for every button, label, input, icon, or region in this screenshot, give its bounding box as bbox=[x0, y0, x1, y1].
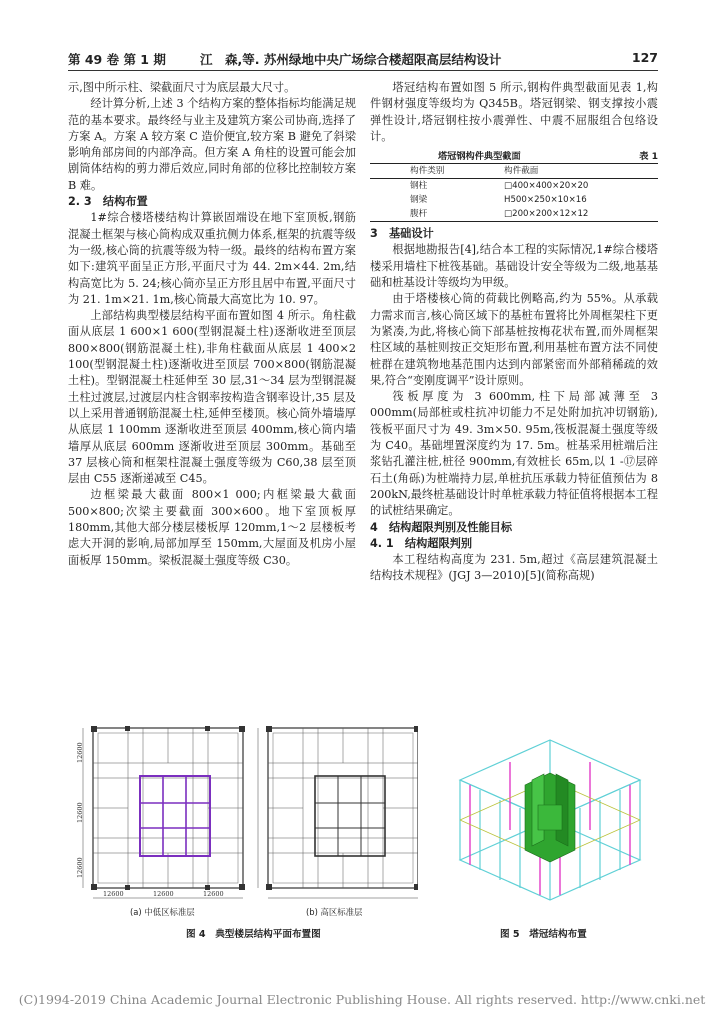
figure-4-caption: 图 4 典型楼层结构平面布置图 bbox=[186, 929, 321, 940]
figure-5-caption: 图 5 塔冠结构布置 bbox=[500, 929, 587, 940]
section-heading: 2. 3 结构布置 bbox=[68, 195, 148, 209]
crown-structure-drawing bbox=[440, 710, 658, 920]
table-cell: □200×200×12×12 bbox=[504, 209, 589, 220]
column-header: 构件截面 bbox=[504, 166, 539, 177]
paragraph: 本工程结构高度为 231. 5m,超过《高层建筑混凝土结构技术规程》(JGJ 3—2010)[5](简称高规) bbox=[370, 553, 658, 583]
table-cell: H500×250×10×16 bbox=[504, 195, 587, 206]
dimension-label: 12600 bbox=[76, 742, 84, 763]
table-cell: □400×400×20×20 bbox=[504, 181, 589, 192]
subcaption-b: (b) 高区标准层 bbox=[306, 907, 363, 917]
table-number: 表 1 bbox=[639, 151, 658, 163]
table-header-row bbox=[370, 164, 658, 179]
paragraph: 上部结构典型楼层结构平面布置如图 4 所示。角柱截面从底层 1 600×1 600(型钢混凝土柱)逐渐收进至顶层 800×800(钢筋混凝土柱),非角柱截面从底层 1 400×2 100(型钢混凝土柱)逐渐收进至顶层 700×800(钢筋混凝土柱)。型钢混凝土柱延伸至 30 层,31～34 层为型钢混凝土柱过渡层,过渡层内柱含钢率按构造含钢率设计,35 层及以上采用普通钢筋混凝土柱,延伸至楼顶。核心筒外墙墙厚从底层 1 100mm 逐渐收进至顶层 400mm,核心筒内墙墙厚从底层 600mm 逐渐收进至顶层 300mm。基础至 37 层核心筒和框架柱混凝土强度等级为 C60,38 层至顶层由 C55 逐渐递减至 C45。 bbox=[68, 309, 356, 486]
paragraph: 筏板厚度为 3 600mm,柱下局部减薄至 3 000mm(局部桩或柱抗冲切能力不足处附加抗冲切钢筋),筏板平面尺寸为 49. 3m×50. 95m,筏板混凝土强度等级为 C40。基础埋置深度约为 17. 5m。桩基采用桩端后注浆钻孔灌注桩,桩径 900mm,有效桩长 65m,以 1 -⑰层碎石土(角砾)为桩端持力层,单桩抗压承载力特征值预估为 8 200kN,最终桩基础设计时单桩承载力特征值将根据本工程的试桩结果确定。 bbox=[370, 390, 658, 518]
running-title: 江 森,等. 苏州绿地中央广场综合楼超限高层结构设计 bbox=[200, 52, 502, 67]
figure-4 bbox=[68, 710, 418, 940]
subsection-heading: 4. 1 结构超限判别 bbox=[370, 536, 473, 550]
section-heading: 3 基础设计 bbox=[370, 227, 434, 241]
table-cell: 钢梁 bbox=[410, 195, 428, 206]
paragraph: 由于塔楼核心筒的荷载比例略高,约为 55%。从承载力需求而言,核心筒区域下的基桩布置将比外周框架柱下更为紧凑,为此,将核心筒下部基桩按梅花状布置,而外周框架柱区域的基桩则按正交矩形布置,利用基桩布置方法不同使桩群在建筑物地基范围内达到内部紧密而外部稍稀疏的效果,符合“变刚度调平”设计原则。 bbox=[370, 292, 658, 387]
running-header bbox=[68, 50, 658, 70]
paragraph: 经计算分析,上述 3 个结构方案的整体指标均能满足规范的基本要求。最终经与业主及建筑方案公司协商,选择了方案 A。方案 A 较方案 C 造价便宜,较方案 B 避免了斜梁影响角部房间的内部净高。但方案 A 角柱的设置可能会加剧筒体结构的剪力滞后效应,同时角部的位移比控制较方案 B 难。 bbox=[68, 97, 356, 192]
dimension-label: 12600 bbox=[203, 890, 224, 898]
table-cell: 钢柱 bbox=[410, 181, 428, 192]
floor-plan-b bbox=[258, 726, 418, 898]
table-title: 塔冠钢构件典型截面 bbox=[438, 151, 521, 163]
table-row bbox=[370, 179, 658, 194]
dimension-label: 12600 bbox=[103, 890, 124, 898]
paragraph: 塔冠结构布置如图 5 所示,钢构件典型截面见表 1,构件钢材强度等级均为 Q345B。塔冠钢梁、钢支撑按小震弹性设计,塔冠钢柱按小震弹性、中震不屈服组合包络设计。 bbox=[370, 81, 658, 143]
floor-plan-drawings bbox=[68, 710, 418, 920]
paragraph: 示,图中所示柱、梁截面尺寸为底层最大尺寸。 bbox=[68, 81, 296, 94]
copyright-footer: (C)1994-2019 China Academic Journal Electronic Publishing House. All rights reserved. http://www.cnki.net bbox=[18, 992, 706, 1007]
table-title-row bbox=[370, 149, 658, 163]
dimension-label: 12600 bbox=[76, 857, 84, 878]
journal-issue: 第 49 卷 第 1 期 bbox=[68, 52, 166, 67]
right-column bbox=[370, 80, 658, 585]
paragraph: 边框梁最大截面 800×1 000;内框梁最大截面 500×800;次梁主要截面 300×600。地下室顶板厚 180mm,其他大部分楼层楼板厚 120mm,1～2 层楼板考虑大开洞的影响,局部加厚至 150mm,大屋面及机房小屋面板厚 150mm。梁板混凝土强度等级 C30。 bbox=[68, 488, 356, 567]
paragraph: 1#综合楼塔楼结构计算嵌固端设在地下室顶板,钢筋混凝土框架与核心筒构成双重抗侧力体系,框架的抗震等级为一级,核心筒的抗震等级为特一级。最终的结构布置方案如下:建筑平面呈正方形,平面尺寸为 44. 2m×44. 2m,结构高宽比为 5. 24;核心筒亦呈正方形且居中布置,平面尺寸为 21. 1m×21. 1m,核心筒最大高宽比为 10. 97。 bbox=[68, 211, 356, 306]
table-1 bbox=[370, 149, 658, 222]
subcaption-a: (a) 中低区标准层 bbox=[130, 907, 195, 917]
column-header: 构件类别 bbox=[410, 166, 445, 177]
figure-5 bbox=[440, 710, 658, 940]
left-column bbox=[68, 80, 356, 569]
table-row bbox=[370, 193, 658, 207]
dimension-label: 12600 bbox=[153, 890, 174, 898]
table-cell: 腹杆 bbox=[410, 209, 428, 220]
header-rule bbox=[68, 70, 658, 71]
steel-section-table bbox=[370, 163, 658, 222]
table-row bbox=[370, 207, 658, 222]
section-heading: 4 结构超限判别及性能目标 bbox=[370, 520, 513, 534]
paragraph: 根据地勘报告[4],结合本工程的实际情况,1#综合楼塔楼采用墙柱下桩筏基础。基础设计安全等级为二级,地基基础和桩基设计等级均为甲级。 bbox=[370, 243, 658, 290]
page-number: 127 bbox=[631, 50, 658, 65]
dimension-label: 12600 bbox=[76, 802, 84, 823]
floor-plan-a bbox=[76, 726, 245, 898]
